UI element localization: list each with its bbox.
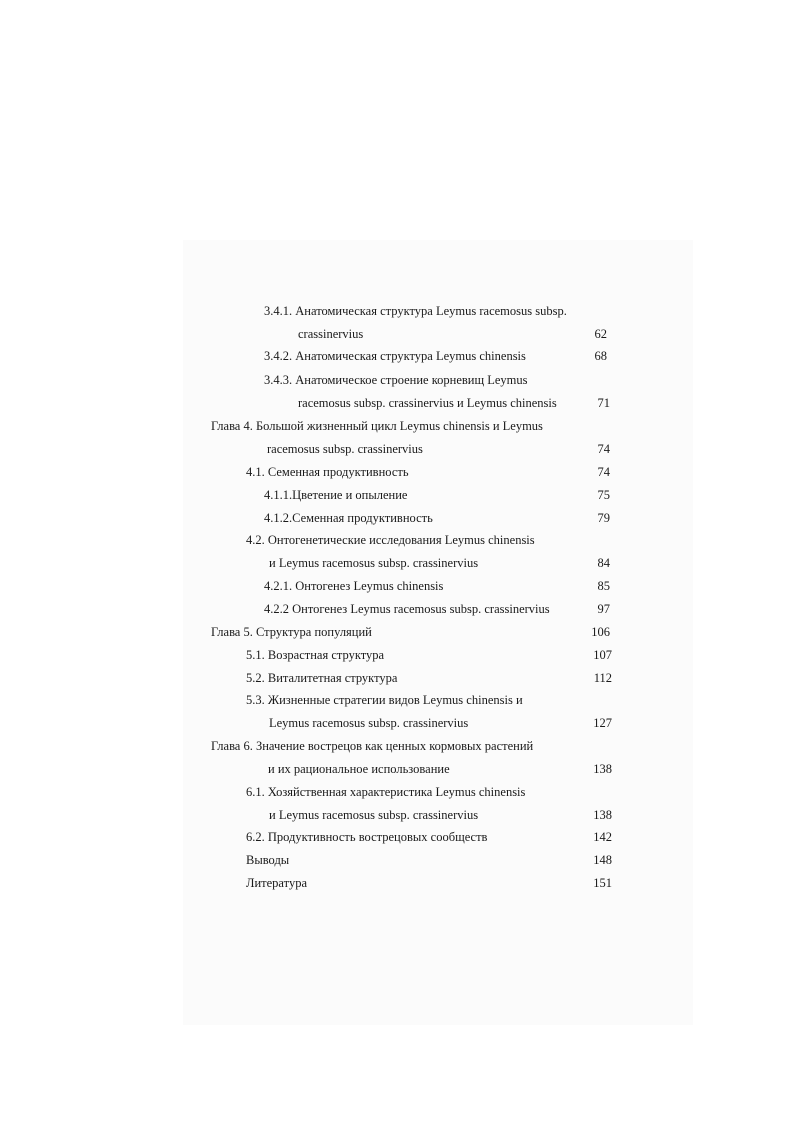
toc-page-number: 79 xyxy=(597,511,610,525)
toc-chapter-heading: Глава 4. Большой жизненный цикл Leymus chinensis и Leymus xyxy=(211,419,543,433)
toc-entry-text: Leymus racemosus subsp. crassinervius xyxy=(269,716,469,730)
toc-page-number: 68 xyxy=(594,349,607,363)
toc-entry-text: 6.1. Хозяйственная характеристика Leymus chinensis xyxy=(246,785,526,799)
toc-entry-text: 6.2. Продуктивность вострецовых сообществ xyxy=(246,830,488,844)
toc-page-number: 151 xyxy=(593,876,612,890)
toc-page-number: 71 xyxy=(597,396,610,410)
toc-page-number: 97 xyxy=(597,602,610,616)
toc-entry-text: 5.1. Возрастная структура xyxy=(246,648,385,662)
toc-entry-text: и их рациональное использование xyxy=(268,762,450,776)
toc-page-number: 74 xyxy=(597,465,610,479)
toc-page-number: 106 xyxy=(591,625,610,639)
toc-page-number: 138 xyxy=(593,762,612,776)
toc-page-number: 84 xyxy=(597,556,610,570)
toc-page-number: 127 xyxy=(593,716,612,730)
toc-entry-text: 4.2. Онтогенетические исследования Leymus chinensis xyxy=(246,533,535,547)
toc-page-number: 75 xyxy=(597,488,610,502)
toc-entry-text: racemosus subsp. crassinervius и Leymus chinensis xyxy=(298,396,557,410)
toc-entry-text: 4.1.2.Семенная продуктивность xyxy=(264,511,433,525)
toc-entry-text: 4.1.1.Цветение и опыление xyxy=(264,488,408,502)
toc-chapter-heading: Глава 5. Структура популяций xyxy=(211,625,372,639)
toc-page-number: 112 xyxy=(593,671,612,685)
toc-page-number: 62 xyxy=(594,327,607,341)
toc-entry-text: 5.2. Виталитетная структура xyxy=(246,671,398,685)
toc-page-number: 107 xyxy=(593,648,612,662)
toc-entry-text: и Leymus racemosus subsp. crassinervius xyxy=(269,808,479,822)
toc-entry-text: и Leymus racemosus subsp. crassinervius xyxy=(269,556,479,570)
toc-page-number: 85 xyxy=(597,579,610,593)
toc-entry-text: crassinervius xyxy=(298,327,364,341)
toc-entry-text: 4.2.2 Онтогенез Leymus racemosus subsp. crassinervius xyxy=(264,602,550,616)
toc-entry-text: Литература xyxy=(246,876,307,890)
toc-entry-text: 4.2.1. Онтогенез Leymus chinensis xyxy=(264,579,444,593)
toc-page-number: 138 xyxy=(593,808,612,822)
toc-entry-text: Выводы xyxy=(246,853,290,867)
toc-page-number: 148 xyxy=(593,853,612,867)
toc-entry-text: racemosus subsp. crassinervius xyxy=(267,442,423,456)
toc-entry-text: 3.4.1. Анатомическая структура Leymus racemosus subsp. xyxy=(264,304,567,318)
toc-entry-text: 4.1. Семенная продуктивность xyxy=(246,465,409,479)
toc-entry-text: 3.4.2. Анатомическая структура Leymus chinensis xyxy=(264,349,526,363)
toc-page-number: 142 xyxy=(593,830,612,844)
toc-entry-text: 5.3. Жизненные стратегии видов Leymus chinensis и xyxy=(246,693,523,707)
toc-chapter-heading: Глава 6. Значение вострецов как ценных кормовых растений xyxy=(211,739,534,753)
toc-page-number: 74 xyxy=(597,442,610,456)
toc-entry-text: 3.4.3. Анатомическое строение корневищ Leymus xyxy=(264,373,528,387)
